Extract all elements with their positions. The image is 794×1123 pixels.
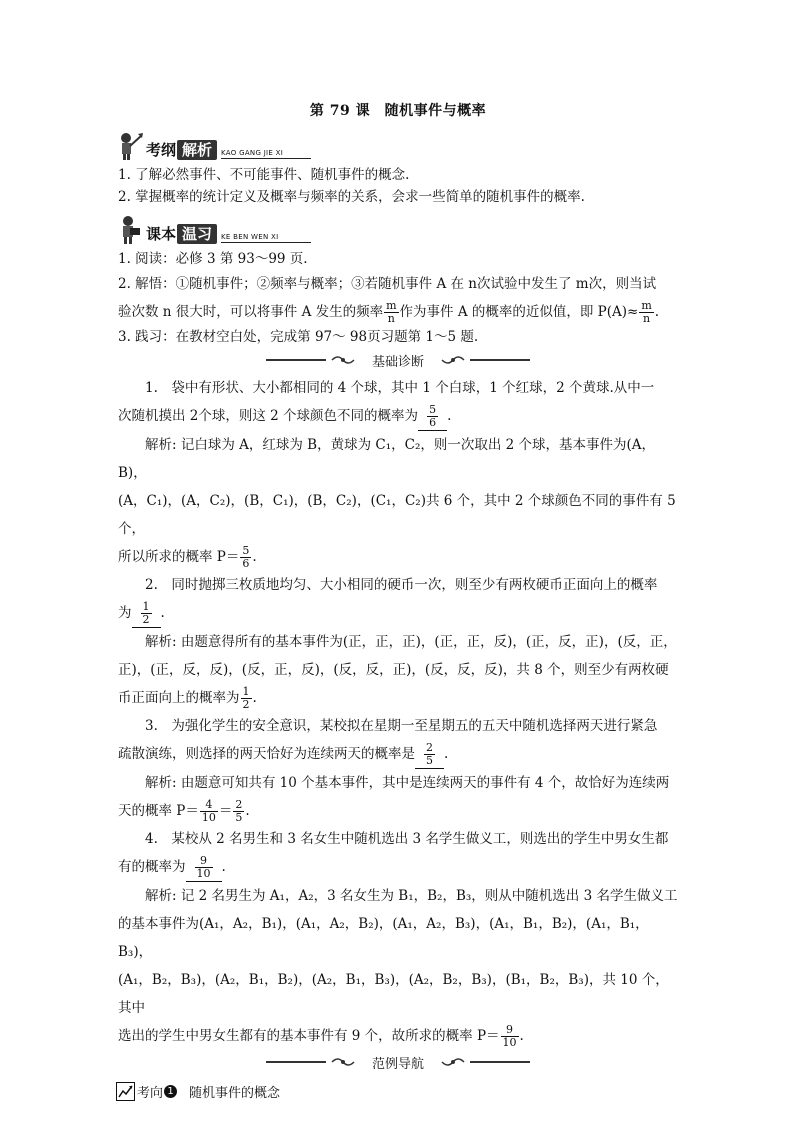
trend-chart-icon <box>116 1082 135 1101</box>
solution-1-line-2: (A，C₁)，(A，C₂)，(B，C₁)，(B，C₂)，(C₁，C₂)共 6 个，其中 2 个球颜色不同的事件有 5 个， <box>118 493 676 537</box>
problem-1-line-b: 次随机摸出 2个球，则这 2 个球颜色不同的概率为 $\frac{5}{6}$ . <box>118 403 452 429</box>
answer-blank: $\frac{1}{2}$ <box>132 599 161 628</box>
document-page <box>118 100 678 1101</box>
divider-bar <box>266 359 326 361</box>
answer-blank: $\frac{9}{10}$ <box>186 853 222 882</box>
solution-4-line-1: 解析: 记 2 名男生为 A₁，A₂，3 名女生为 B₁，B₂，B₃，则从中随机选出 3 名学生做义工 <box>145 888 678 904</box>
solution-3-line-2: 天的概率 P＝ $\frac{4}{10}$ ＝ $\frac{2}{5}$ . <box>118 798 250 824</box>
fraction-m-over-n-2: $\frac{m}{n}$ <box>641 299 652 325</box>
kaoxiang-title: 随机事件的概念 <box>189 1086 281 1101</box>
divider-fanli <box>118 1052 678 1072</box>
kaogang-item: 2. 掌握概率的统计定义及概率与频率的关系，会求一些简单的随机事件的概率. <box>118 189 585 205</box>
solution-2-line-1: 解析: 由题意得所有的基本事件为(正，正，正)，(正，正，反)，(正，反，正)，(反，正， <box>145 634 677 650</box>
keben-item-3: 3. 践习：在教材空白处，完成第 97～ 98页习题第 1～5 题. <box>118 329 479 345</box>
ornament-icon <box>440 1056 466 1068</box>
divider-bar <box>470 1061 530 1063</box>
answer-blank: $\frac{5}{6}$ <box>418 402 447 431</box>
kaogang-pinyin: KAO GANG JIE XI <box>221 149 311 159</box>
solution-2-line-3: 币正面向上的概率为 $\frac{1}{2}$ . <box>118 685 257 711</box>
kaogang-tag: 解析 <box>177 140 217 160</box>
problem-4-line-a: 4. 某校从 2 名男生和 3 名女生中随机选出 3 名学生做义工，则选出的学生中男女生都 <box>145 831 669 847</box>
kaoxiang-heading <box>116 1082 678 1101</box>
solution-1-line-1: 解析: 记白球为 A，红球为 B，黄球为 C₁，C₂，则一次取出 2 个球，基本事件为(A，B)， <box>118 437 656 481</box>
keben-label: 课本 <box>146 225 177 243</box>
problem-3-line-b: 疏散演练，则选择的两天恰好为连续两天的概率是 $\frac{2}{5}$ . <box>118 741 449 767</box>
problem-3-line-a: 3. 为强化学生的安全意识，某校拟在星期一至星期五的五天中随机选择两天进行紧急 <box>145 718 658 734</box>
page-title: 第 79 课 随机事件与概率 <box>309 103 487 119</box>
keben-item-1: 1. 阅读：必修 3 第 93～99 页. <box>118 251 308 267</box>
divider-bar <box>266 1061 326 1063</box>
kaogang-label: 考纲 <box>146 141 177 159</box>
problem-1-line-a: 1. 袋中有形状、大小都相同的 4 个球，其中 1 个白球，1 个红球，2 个黄球.从中一 <box>145 380 655 396</box>
solution-4-line-4: 选出的学生中男女生都有的基本事件有 9 个，故所求的概率 P＝ $\frac{9}{10}$ . <box>118 1023 524 1049</box>
ornament-icon <box>440 354 466 366</box>
keben-header <box>116 210 678 244</box>
solution-3-line-1: 解析: 由题意可知共有 10 个基本事件，其中是连续两天的事件有 4 个，故恰好为连续两 <box>145 775 670 791</box>
fraction-m-over-n: $\frac{m}{n}$ <box>386 299 397 325</box>
keben-item-2b-mid: 作为事件 A 的概率的近似值，即 P(A)≈ <box>399 304 639 320</box>
divider-jichu-text: 基础诊断 <box>371 354 424 370</box>
keben-pinyin: KE BEN WEN XI <box>221 233 311 243</box>
solution-4-line-3: (A₁，B₂，B₃)，(A₂，B₁，B₂)，(A₂，B₁，B₃)，(A₂，B₂，B₃)，(B₁，B₂，B₃)，共 10 个，其中 <box>118 972 669 1016</box>
solution-4-line-2: 的基本事件为(A₁，A₂，B₁)，(A₁，A₂，B₂)，(A₁，A₂，B₃)，(A₁，B₁，B₂)，(A₁，B₁，B₃)， <box>118 916 649 960</box>
divider-bar <box>470 359 530 361</box>
kaogang-header <box>116 126 678 160</box>
divider-jichu <box>118 350 678 370</box>
student-pointing-icon <box>116 130 144 160</box>
problem-2-line-a: 2. 同时抛掷三枚质地均匀、大小相同的硬币一次，则至少有两枚硬币正面向上的概率 <box>145 577 658 593</box>
divider-fanli-text: 范例导航 <box>371 1056 424 1072</box>
keben-item-2b-pre: 验次数 n 很大时，可以将事件 A 发生的频率 <box>118 304 384 320</box>
answer-blank: $\frac{2}{5}$ <box>415 740 444 769</box>
problem-2-line-b: 为 $\frac{1}{2}$ . <box>118 600 165 626</box>
keben-tag: 温习 <box>177 224 217 244</box>
problem-4-line-b: 有的概率为 $\frac{9}{10}$ . <box>118 854 226 880</box>
keben-item-2b: 验次数 n 很大时，可以将事件 A 发生的频率 $\frac{m}{n}$ 作为事件 A 的概率的近似值，即 P(A)≈ $\frac{m}{n}$ . <box>118 299 660 325</box>
kaogang-item: 1. 了解必然事件、不可能事件、随机事件的概念. <box>118 167 410 183</box>
keben-item-2a: 2. 解悟：①随机事件；②频率与概率；③若随机事件 A 在 n次试验中发生了 m次，则当试 <box>118 276 657 292</box>
kaoxiang-label: 考向 <box>137 1086 164 1101</box>
solution-1-line-3: 所以所求的概率 P＝ $\frac{5}{6}$ . <box>118 544 257 570</box>
kaoxiang-number: 1 <box>164 1085 177 1098</box>
student-reading-icon <box>116 214 144 244</box>
solution-2-line-2: 正)，(正，反，反)，(反，正，反)，(反，反，正)，(反，反，反)，共 8 个，则至少有两枚硬 <box>118 662 669 678</box>
ornament-icon <box>330 1056 356 1068</box>
ornament-icon <box>330 354 356 366</box>
